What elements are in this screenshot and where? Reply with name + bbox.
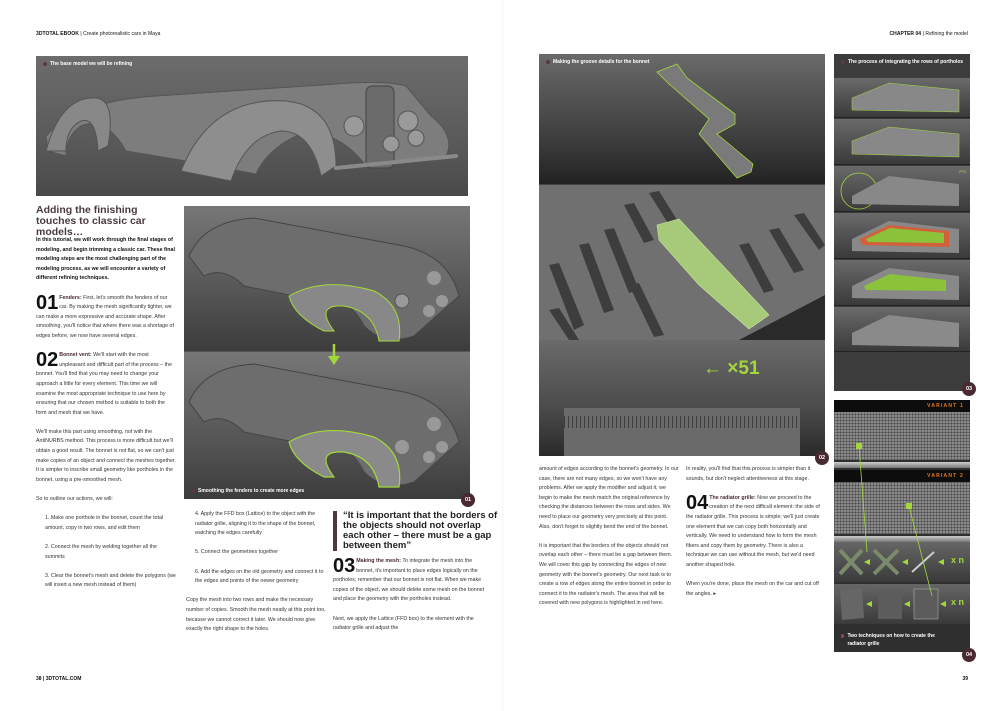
text-column-3	[333, 557, 491, 643]
list-item-3: 3. Clear the bonnet's mesh and delete the polygons (we will insert a new mesh instead of them)	[45, 572, 176, 589]
left-arrow-icon: ←	[703, 358, 722, 379]
brand: 3DTOTAL EBOOK	[36, 31, 79, 37]
figure-caption: Making the groove details for the bonnet	[546, 59, 649, 65]
running-head-left	[36, 31, 160, 37]
porthole-step-6	[834, 307, 970, 352]
variant-1-label: VARIANT 1	[834, 400, 970, 412]
book-title: Create photorealistic cars in Maya	[83, 31, 161, 37]
figure-caption: Two techniques on how to create the radiator grille	[841, 632, 951, 648]
paragraph-lattice: Next, we apply the Lattice (FFD box) to the element with the radiator grille and adjust the	[333, 615, 474, 632]
page-number-right: 39	[962, 676, 968, 682]
chapter-label: CHAPTER 04	[889, 31, 922, 37]
text-column-5	[686, 465, 826, 609]
chapter-title: Refining the model	[925, 31, 968, 37]
step-01: 01 Fenders: First, let's smooth the fenders of our car. By making the mesh significantly tighter, we can make a more expressive and accurate shape. After smoothing, you'll notice that where there was a shortage of edges before, we now have several edges.	[36, 291, 174, 339]
figure-badge-03: 03	[962, 382, 976, 396]
running-head-right	[890, 31, 968, 37]
groove-single	[539, 54, 825, 184]
text-column-4	[539, 465, 679, 619]
car-render-icon	[36, 56, 468, 196]
groove-on-bonnet	[539, 185, 825, 340]
variant-2-label: VARIANT 2	[834, 470, 970, 482]
list-item-4: 4. Apply the FFD box (Lattice) to the object with the radiator grille, aligning it to the shape of the bonnet, watching the edges carefully	[195, 511, 316, 537]
paragraph-copy: Copy the mesh into two rows and make the necessary number of copies. Smooth the mesh neatly at this point too, because we cannot correct it later. We should now give exactly the right shape to the holes.	[186, 597, 326, 633]
bullet-icon	[43, 62, 47, 66]
paragraph-outline: So to outline our actions, we will:	[36, 496, 113, 503]
figure-caption: The base model we will be refining	[43, 61, 132, 67]
porthole-step-5	[834, 260, 970, 306]
bullet-icon	[191, 489, 195, 493]
separator: |	[80, 31, 82, 37]
paragraph-reality: In reality, you'll find that this process is simpler than it sounds, but don't neglect attentiveness at this stage.	[686, 466, 811, 482]
list-item-2: 2. Connect the mesh by welding together all the summits	[45, 544, 157, 560]
bullet-icon	[841, 60, 845, 64]
figure-portholes	[834, 54, 970, 391]
list-item-1: 1. Make one porthole in the bonnet, count the total amount, copy in two rows, and edit them	[45, 515, 164, 531]
paragraph-smoothing: We'll make this part using smoothing, not with the AntiNURBS method. This process is more difficult but we'll obtain a good result. The bonnet is not flat, so we can't just make copies of an object and connect the meshes together. It is simpler to inscribe small geometry like portholes in the bonnet, using a pre-smoothed mesh.	[36, 428, 176, 483]
figure-caption: Smoothing the fenders to create more edges	[191, 488, 304, 494]
step-02: 02 Bonnet vent: We'll start with the most unpleasant and difficult part of the process – the bonnet. You'll find that you may need to change your approach a little for every element. This time we will examine the most appropriate technique to use here by ensuring that our chosen method is suitable to both the form and mesh that we have.	[36, 349, 172, 416]
step-04: 04 The radiator grille: Now we proceed to the creation of the next difficult element: the side of the radiator grille. This process is simple; we'll just create one element that we can copy both horizontally and vertically. We need to understand how to form the mesh fibers and copy them by geometry. There is also a technique we can use without the mesh, but we'd need another shaped hole.	[686, 491, 820, 568]
porthole-step-4	[834, 213, 970, 259]
fender-after	[184, 352, 470, 499]
porthole-step-1	[834, 78, 970, 118]
separator: |	[922, 31, 924, 37]
figure-grille	[834, 400, 970, 652]
figure-groove	[539, 54, 825, 456]
figure-base-model	[36, 56, 468, 196]
groove-array	[539, 340, 825, 456]
page-number-left: 38 | 3DTOTAL.COM	[36, 676, 82, 682]
step-03: 03 Making the mesh: To integrate the mesh into the bonnet, it's important to place edges logically on the portholes; remember that our bonnet is not flat. When we make copies of the object, we should delete some mesh on the bonnet and place the geometry with the portholes instead.	[333, 555, 485, 603]
list-item-5: 5. Connect the geometries together	[195, 549, 279, 556]
fender-before	[184, 206, 470, 351]
figure-badge-02: 02	[815, 451, 829, 465]
paragraph-amount: amount of edges according to the bonnet's geometry. In our case, there are not many edges, so we won't have any problems. After we apply the modifier and adjust it, we begin to make the mesh match the original reference by checking the distances between the rows and sides. We need to place our geometry very precisely at this point. Also, don't forget to slightly bend the end of the bonnet.	[539, 466, 679, 530]
figure-fenders	[184, 206, 470, 499]
figure-caption: The process of integrating the rows of portholes	[841, 59, 963, 65]
paragraph-done: When you're done, place the mesh on the car and cut off the angles. ▸	[686, 581, 819, 597]
bullet-icon	[841, 634, 844, 638]
copy-count-annotation: ← ×51	[703, 358, 760, 379]
down-arrow-icon	[328, 344, 340, 366]
article-heading: Adding the finishing touches to classic car models…	[36, 204, 146, 238]
paragraph-borders: It is important that the borders of the objects should not overlap each other – there must be a gap between them. We will cover this gap by connecting the edges of new geometry with the bonnet's geometry. Our next task is to create a row of edges along the entire bonnet in order to connect it to the radiator's mesh. The area that will be covered with new polygons is highlighted in red here.	[539, 542, 673, 607]
operation-label: x n	[950, 555, 964, 565]
text-column-2	[186, 510, 326, 644]
figure-badge-04: 04	[962, 648, 976, 662]
text-column-1	[36, 236, 176, 601]
operation-label: x n	[950, 597, 964, 607]
ffd-label: FFD	[959, 170, 966, 174]
porthole-rows	[564, 408, 800, 456]
page-gutter	[502, 0, 504, 711]
leader-lines	[834, 400, 970, 652]
porthole-step-3	[834, 166, 970, 212]
pullquote: “It is important that the borders of the objects should not overlap each other – there must be a gap between them”	[333, 511, 503, 551]
intro-paragraph: In this tutorial, we will work through the final stages of modeling, and begin trimming a classic car. These final modeling steps are the most challenging part of the modeling process, as we will encounter a variety of different refining techniques.	[36, 237, 175, 282]
list-item-6: 6. Add the edges on the old geometry and connect it to the edges and points of the newer geometry	[195, 568, 324, 585]
bullet-icon	[546, 60, 550, 64]
porthole-step-2	[834, 119, 970, 165]
figure-badge-01: 01	[461, 493, 475, 507]
